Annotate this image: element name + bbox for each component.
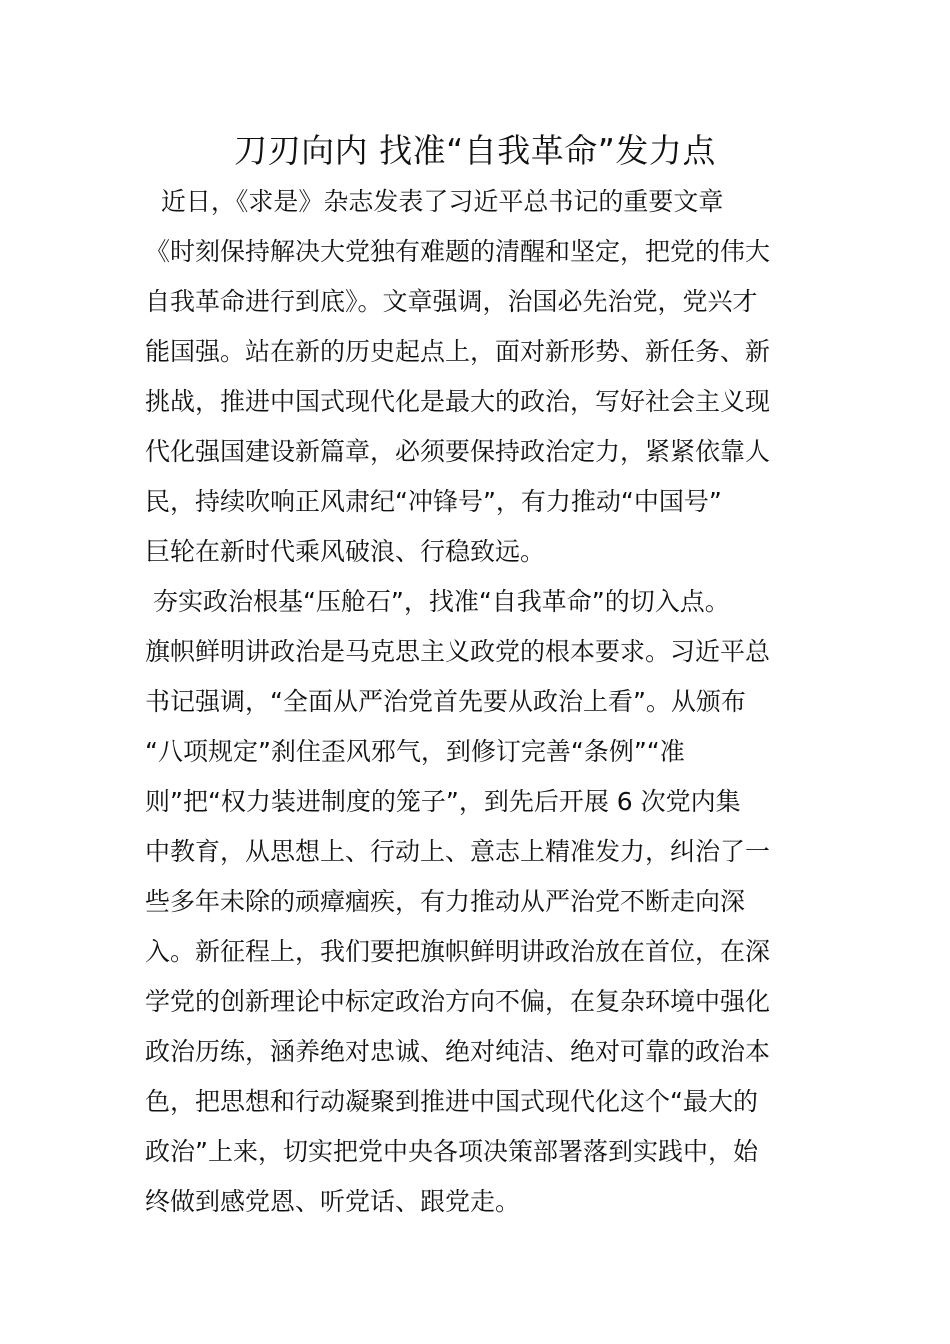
text-line: 书记强调，“全面从严治党首先要从政治上看”。从颁布	[145, 687, 746, 716]
text-line: 《时刻保持解决大党独有难题的清醒和坚定，把党的伟大	[145, 237, 771, 266]
text-line: 代化强国建设新篇章，必须要保持政治定力，紧紧依靠人	[145, 437, 771, 466]
text-line: 中教育，从思想上、行动上、意志上精准发力，纠治了一	[145, 837, 771, 866]
text-line: 入。新征程上，我们要把旗帜鲜明讲政治放在首位，在深	[145, 937, 771, 966]
text-line: 些多年未除的顽瘴痼疾，有力推动从严治党不断走向深	[145, 887, 746, 916]
text-line: 旗帜鲜明讲政治是马克思主义政党的根本要求。习近平总	[145, 637, 771, 666]
text-line: 则”把“权力装进制度的笼子”，到先后开展 6 次党内集	[145, 787, 741, 816]
text-line: 学党的创新理论中标定政治方向不偏，在复杂环境中强化	[145, 987, 771, 1016]
text-line: 终做到感党恩、听党话、跟党走。	[145, 1187, 521, 1216]
text-line: 自我革命进行到底》。文章强调，治国必先治党，党兴才	[145, 287, 758, 316]
text-line: 民，持续吹响正风肃纪“冲锋号”，有力推动“中国号”	[145, 487, 722, 516]
text-line: 政治历练，涵养绝对忠诚、绝对纯洁、绝对可靠的政治本	[145, 1037, 771, 1066]
text-line: 近日，《求是》杂志发表了习近平总书记的重要文章	[145, 187, 724, 216]
article-title: 刀刃向内 找准“自我革命”发力点	[234, 131, 716, 170]
paragraph-1	[145, 177, 810, 577]
text-line: “八项规定”刹住歪风邪气，到修订完善“条例”“准	[145, 737, 685, 766]
article-body	[145, 177, 810, 1227]
text-line: 政治”上来，切实把党中央各项决策部署落到实践中，始	[145, 1137, 758, 1166]
text-line: 色，把思想和行动凝聚到推进中国式现代化这个“最大的	[145, 1087, 758, 1116]
text-line: 巨轮在新时代乘风破浪、行稳致远。	[145, 537, 546, 566]
text-line: 能国强。站在新的历史起点上，面对新形势、新任务、新	[145, 337, 771, 366]
text-line: 夯实政治根基“压舱石”，找准“自我革命”的切入点。	[145, 587, 730, 616]
text-line: 挑战，推进中国式现代化是最大的政治，写好社会主义现	[145, 387, 771, 416]
paragraph-2	[145, 577, 810, 1227]
